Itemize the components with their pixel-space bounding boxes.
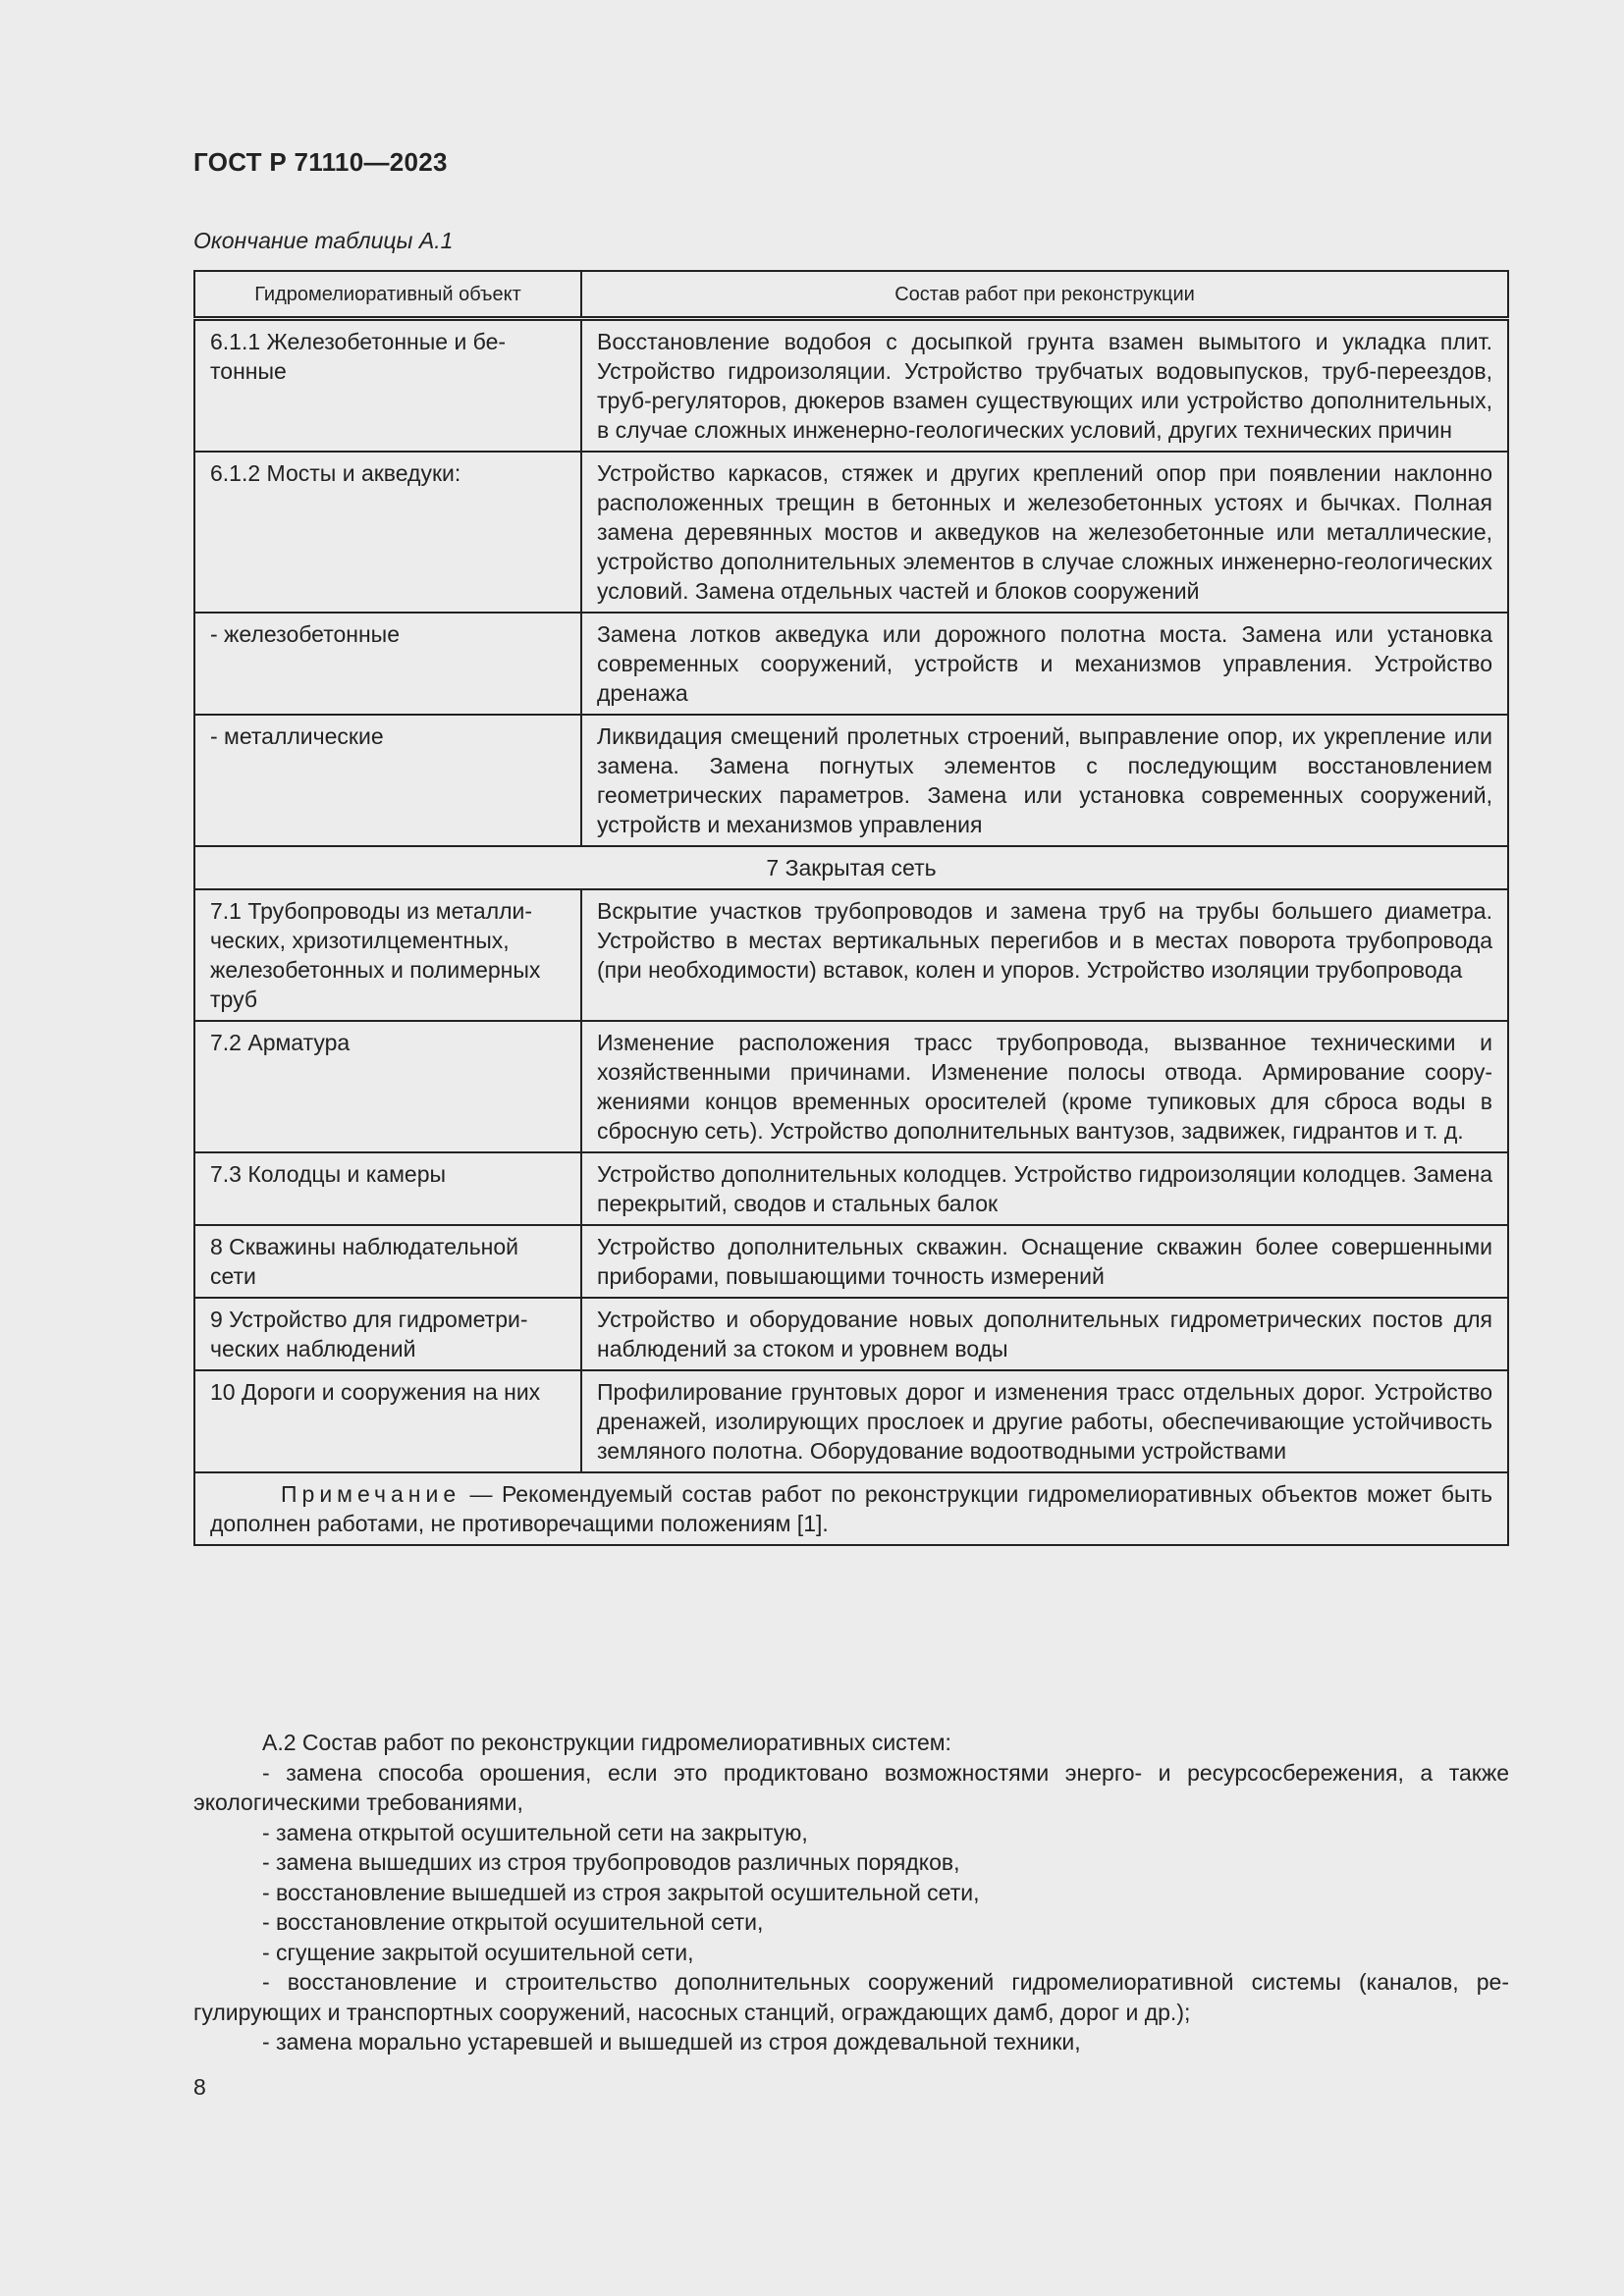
body-text <box>193 1728 1509 2057</box>
works-cell: Устройство дополнительных колодцев. Устройство гидроизоляции колодцев. Замена перекрытий, сводов и стальных балок <box>581 1152 1508 1225</box>
table-row <box>194 1021 1508 1152</box>
table-row <box>194 452 1508 613</box>
list-item: - восстановление и строительство дополнительных сооружений гидромелиоративной системы (каналов, регулирующих и транспортных сооружений, насосных станций, ограждающих дамб, дорог и др.); <box>193 1969 1509 2025</box>
table-row <box>194 1152 1508 1225</box>
object-cell: 7.1 Трубопроводы из металлических, хризотилцементных, железобетонных и полимерных труб <box>194 889 581 1021</box>
list-item: - замена морально устаревшей и вышедшей из строя дождевальной техники, <box>262 2029 1081 2055</box>
reconstruction-works-table <box>193 270 1509 1546</box>
section-title: 7 Закрытая сеть <box>194 846 1508 889</box>
object-cell: 9 Устройство для гидрометрических наблюдений <box>194 1298 581 1370</box>
object-cell: 6.1.2 Мосты и акведуки: <box>194 452 581 613</box>
object-cell: 8 Скважины наблюдательной сети <box>194 1225 581 1298</box>
works-cell: Вскрытие участков трубопроводов и замена труб на трубы большего диаметра. Устройство в местах вертикальных перегибов и в местах поворота трубопровода (при необходимости) вставок, колен и упоров. Устройство изоляции трубопровода <box>581 889 1508 1021</box>
table-row <box>194 1225 1508 1298</box>
object-cell: 6.1.1 Железобетонные и бетонные <box>194 319 581 453</box>
note-row <box>194 1472 1508 1545</box>
document-title: ГОСТ Р 71110—2023 <box>193 147 448 177</box>
column-header-object: Гидромелиоративный объект <box>194 271 581 319</box>
table-row <box>194 613 1508 715</box>
list-item: - замена вышедших из строя трубопроводов различных порядков, <box>262 1849 960 1875</box>
table-note <box>194 1472 1508 1545</box>
object-cell: - металлические <box>194 715 581 846</box>
section-row <box>194 846 1508 889</box>
works-cell: Устройство и оборудование новых дополнительных гидрометрических постов для наблюдений за стоком и уровнем воды <box>581 1298 1508 1370</box>
table-row <box>194 715 1508 846</box>
list-item: - замена способа орошения, если это продиктовано возможностями энерго- и ресурсосбережения, а также экологическими требованиями, <box>193 1759 1509 1815</box>
works-cell: Восстановление водобоя с досыпкой грунта взамен вымытого и укладка плит. Устройство гидроизоляции. Устройство трубчатых водовыпусков, труб-переездов, труб-регуляторов, дюкеров взамен существующих или устройство дополнительных, в случае сложных инженерно-геологических условий, других технических причин <box>581 319 1508 453</box>
list-item: - восстановление вышедшей из строя закрытой осушительной сети, <box>262 1879 980 1905</box>
works-cell: Профилирование грунтовых дорог и изменения трасс отдельных дорог. Устройство дренажей, изолирующих прослоек и другие работы, обеспечивающие устойчивость земляного полотна. Оборудование водоотводными устройствами <box>581 1370 1508 1472</box>
list-item: - восстановление открытой осушительной сети, <box>262 1909 764 1935</box>
list-item: - сгущение закрытой осушительной сети, <box>262 1939 694 1965</box>
works-cell: Устройство дополнительных скважин. Оснащение скважин более совершенными приборами, повышающими точность измерений <box>581 1225 1508 1298</box>
column-header-works: Состав работ при реконструкции <box>581 271 1508 319</box>
works-cell: Устройство каркасов, стяжек и других креплений опор при появлении наклонно расположенных трещин в бетонных и железобетонных устоях и бычках. Полная замена деревянных мостов и акведуков на железобетонные или металлические, устройство дополнительных элементов в случае сложных инженерно-геологических условий. Замена отдельных частей и блоков сооружений <box>581 452 1508 613</box>
table-row <box>194 319 1508 453</box>
table-caption: Окончание таблицы А.1 <box>193 228 454 253</box>
table-header-row <box>194 271 1508 319</box>
list-item: - замена открытой осушительной сети на закрытую, <box>262 1819 808 1845</box>
object-cell: 10 Дороги и сооружения на них <box>194 1370 581 1472</box>
object-cell: - железобетонные <box>194 613 581 715</box>
table-row <box>194 1370 1508 1472</box>
object-cell: 7.3 Колодцы и камеры <box>194 1152 581 1225</box>
note-text: — Рекомендуемый состав работ по реконструкции гидромелиоративных объектов может быть дополнен работами, не противоречащими положениям [1]. <box>210 1481 1492 1536</box>
section-heading: А.2 Состав работ по реконструкции гидромелиоративных систем: <box>262 1730 951 1755</box>
object-cell: 7.2 Арматура <box>194 1021 581 1152</box>
works-cell: Замена лотков акведука или дорожного полотна моста. Замена или установка современных сооружений, устройств и механизмов управления. Устройство дренажа <box>581 613 1508 715</box>
table-row <box>194 1298 1508 1370</box>
page-number: 8 <box>193 2074 206 2100</box>
note-label: Примечание <box>281 1481 461 1507</box>
table-row <box>194 889 1508 1021</box>
works-cell: Ликвидация смещений пролетных строений, выправление опор, их укрепление или замена. Замена погнутых элементов с последующим восстановлением геометрических параметров. Замена или установка современных сооружений, устройств и механизмов управления <box>581 715 1508 846</box>
works-cell: Изменение расположения трасс трубопровода, вызванное техническими и хозяйственными причинами. Изменение полосы отвода. Армирование сооружениями концов временных оросителей (кроме тупиковых для сброса воды в сбросную сеть). Устройство дополнительных вантузов, задвижек, гидрантов и т. д. <box>581 1021 1508 1152</box>
